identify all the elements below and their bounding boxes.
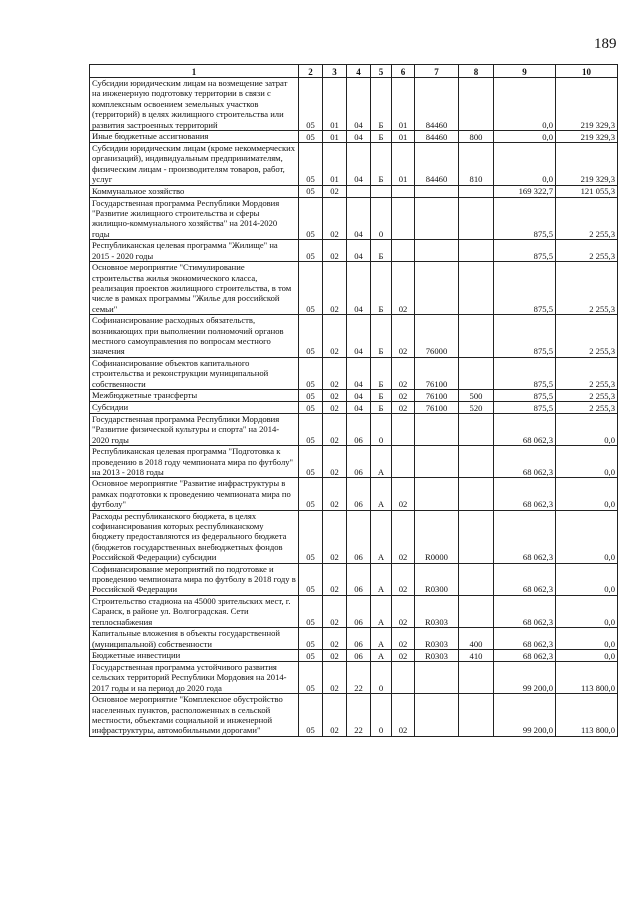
row-name-cell: Субсидии [90,401,299,413]
row-value-cell: 04 [347,131,371,143]
row-name-cell: Государственная программа Республики Мордовия "Развитие физической культуры и спорта" на 2014-2020 годы [90,413,299,445]
table-row [90,661,618,693]
table-row [90,478,618,510]
row-value-cell: 05 [299,661,323,693]
row-value-cell [459,446,494,478]
row-value-cell: 2 255,3 [556,401,618,413]
row-value-cell: 68 062,3 [494,595,556,627]
row-value-cell: R0303 [415,628,459,650]
row-value-cell: 02 [392,563,415,595]
table-row [90,413,618,445]
row-value-cell: 05 [299,595,323,627]
row-name-cell: Коммунальное хозяйство [90,185,299,197]
table-row [90,694,618,737]
row-value-cell [459,413,494,445]
row-value-cell [459,78,494,131]
table-row [90,628,618,650]
row-value-cell: 06 [347,595,371,627]
row-value-cell: 219 329,3 [556,143,618,186]
row-value-cell: Б [371,401,392,413]
row-value-cell: Б [371,131,392,143]
row-value-cell: 410 [459,649,494,661]
row-name-cell: Государственная программа Республики Мордовия "Развитие жилищного строительства и сферы жилищно-коммунального хозяйства" на 2014-2020 годы [90,197,299,240]
row-value-cell: 01 [323,78,347,131]
header-cell: 4 [347,65,371,78]
table-row [90,315,618,358]
row-value-cell: 06 [347,563,371,595]
row-name-cell: Субсидии юридическим лицам (кроме некоммерческих организаций), индивидуальным предпринимателям, физическим лицам - производителям товаров, работ, услуг [90,143,299,186]
row-value-cell: 05 [299,510,323,563]
row-value-cell: 0,0 [556,563,618,595]
row-value-cell: 04 [347,197,371,240]
row-value-cell: 04 [347,315,371,358]
row-value-cell: А [371,595,392,627]
row-value-cell: 02 [392,357,415,389]
row-value-cell: 02 [323,197,347,240]
row-value-cell: R0300 [415,563,459,595]
row-value-cell: 05 [299,694,323,737]
row-value-cell: 02 [323,478,347,510]
row-value-cell [415,478,459,510]
row-value-cell [415,185,459,197]
row-value-cell: 2 255,3 [556,240,618,262]
table-row [90,357,618,389]
row-value-cell: 68 062,3 [494,478,556,510]
row-value-cell: 06 [347,510,371,563]
row-value-cell: 113 800,0 [556,661,618,693]
row-value-cell: 02 [392,389,415,401]
row-value-cell: 0,0 [556,413,618,445]
row-value-cell: 02 [323,357,347,389]
row-value-cell: 219 329,3 [556,131,618,143]
row-value-cell: 05 [299,628,323,650]
header-cell: 1 [90,65,299,78]
row-value-cell: 2 255,3 [556,197,618,240]
row-value-cell: 05 [299,357,323,389]
header-cell: 3 [323,65,347,78]
table-row [90,185,618,197]
row-value-cell: 0 [371,413,392,445]
row-value-cell: 06 [347,413,371,445]
row-name-cell: Основное мероприятие "Стимулирование строительства жилья экономического класса, реализация проектов жилищного строительства, в том числе в рамках программы "Жилье для российской семьи" [90,262,299,315]
row-value-cell: 121 055,3 [556,185,618,197]
row-value-cell: 875,5 [494,262,556,315]
row-value-cell [347,185,371,197]
row-value-cell: 113 800,0 [556,694,618,737]
row-value-cell [459,315,494,358]
row-name-cell: Основное мероприятие "Комплексное обустройство населенных пунктов, расположенных в сельской местности, объектами социальной и инженерной инфраструктуры, автомобильными дорогами" [90,694,299,737]
page-number: 189 [594,36,617,52]
row-value-cell: 68 062,3 [494,649,556,661]
row-value-cell: 05 [299,78,323,131]
row-value-cell: 400 [459,628,494,650]
row-value-cell: 02 [392,401,415,413]
row-value-cell [392,661,415,693]
row-value-cell: 99 200,0 [494,661,556,693]
row-value-cell [392,446,415,478]
row-value-cell: 01 [392,78,415,131]
row-value-cell [459,240,494,262]
row-value-cell [459,510,494,563]
row-value-cell: 520 [459,401,494,413]
row-value-cell: 02 [392,478,415,510]
row-name-cell: Софинансирование мероприятий по подготовке и проведению чемпионата мира по футболу в 2018 году в Российской Федерации [90,563,299,595]
row-value-cell [415,661,459,693]
row-value-cell: 01 [323,143,347,186]
row-value-cell: 0,0 [556,628,618,650]
row-value-cell: 02 [392,510,415,563]
row-value-cell: 84460 [415,131,459,143]
row-value-cell [415,262,459,315]
row-value-cell: 02 [392,694,415,737]
row-value-cell: 02 [392,649,415,661]
row-value-cell: 02 [323,446,347,478]
row-name-cell: Республиканская целевая программа "Жилище" на 2015 - 2020 годы [90,240,299,262]
row-value-cell: 0,0 [556,446,618,478]
row-name-cell: Иные бюджетные ассигнования [90,131,299,143]
row-value-cell: 68 062,3 [494,563,556,595]
row-value-cell: 05 [299,131,323,143]
row-value-cell: 76100 [415,401,459,413]
row-value-cell: 68 062,3 [494,510,556,563]
row-value-cell: 02 [323,661,347,693]
row-value-cell: Б [371,143,392,186]
table-row [90,401,618,413]
header-cell: 8 [459,65,494,78]
row-value-cell: 0,0 [556,595,618,627]
row-value-cell: 84460 [415,78,459,131]
row-value-cell: 22 [347,661,371,693]
row-value-cell: 06 [347,478,371,510]
row-value-cell: R0303 [415,649,459,661]
row-value-cell: 05 [299,240,323,262]
table-row [90,240,618,262]
row-name-cell: Строительство стадиона на 45000 зрительских мест, г. Саранск, в районе ул. Волгоградская. Сети теплоснабжения [90,595,299,627]
row-value-cell: 0 [371,661,392,693]
row-value-cell: 02 [392,262,415,315]
row-value-cell: 02 [392,315,415,358]
row-value-cell: 800 [459,131,494,143]
row-value-cell: 05 [299,649,323,661]
row-value-cell: 2 255,3 [556,315,618,358]
row-value-cell [459,478,494,510]
row-value-cell: 05 [299,262,323,315]
table-row [90,446,618,478]
row-value-cell: 2 255,3 [556,262,618,315]
row-value-cell: 68 062,3 [494,413,556,445]
row-name-cell: Субсидии юридическим лицам на возмещение затрат на инженерную подготовку территории в связи с комплексным освоением земельных участков (территорий) в целях жилищного строительства или развития застроенных территорий [90,78,299,131]
row-value-cell: R0303 [415,595,459,627]
row-value-cell: 02 [323,262,347,315]
row-value-cell: 02 [323,389,347,401]
row-value-cell: 02 [323,628,347,650]
row-value-cell [459,694,494,737]
table-header-row [90,65,618,78]
row-name-cell: Капитальные вложения в объекты государственной (муниципальной) собственности [90,628,299,650]
row-value-cell: Б [371,262,392,315]
row-value-cell [459,262,494,315]
row-name-cell: Бюджетные инвестиции [90,649,299,661]
row-value-cell: 01 [323,131,347,143]
row-value-cell: 500 [459,389,494,401]
row-value-cell: 02 [323,510,347,563]
row-value-cell: 0,0 [494,143,556,186]
row-value-cell: А [371,478,392,510]
row-value-cell [392,197,415,240]
row-value-cell: 06 [347,446,371,478]
row-value-cell: 05 [299,185,323,197]
table-row [90,389,618,401]
row-value-cell: 04 [347,262,371,315]
table-row [90,262,618,315]
row-value-cell [371,185,392,197]
row-value-cell: 04 [347,401,371,413]
row-value-cell: 02 [323,694,347,737]
row-value-cell: 04 [347,389,371,401]
row-value-cell: А [371,649,392,661]
row-value-cell: 06 [347,628,371,650]
row-value-cell: 05 [299,401,323,413]
header-cell: 2 [299,65,323,78]
row-value-cell [415,413,459,445]
table-row [90,510,618,563]
row-value-cell: 04 [347,357,371,389]
row-value-cell: 04 [347,143,371,186]
row-value-cell: 875,5 [494,401,556,413]
row-value-cell: 05 [299,446,323,478]
row-value-cell [459,357,494,389]
table-row [90,197,618,240]
row-value-cell [392,185,415,197]
row-name-cell: Государственная программа устойчивого развития сельских территорий Республики Мордовия на 2014-2017 годы и на период до 2020 года [90,661,299,693]
row-value-cell: 875,5 [494,197,556,240]
row-value-cell: 04 [347,78,371,131]
header-cell: 6 [392,65,415,78]
row-value-cell: А [371,446,392,478]
row-value-cell: 68 062,3 [494,628,556,650]
row-value-cell: 810 [459,143,494,186]
table-row [90,143,618,186]
row-value-cell: 875,5 [494,357,556,389]
row-name-cell: Софинансирование объектов капитального строительства и реконструкции муниципальной собственности [90,357,299,389]
row-value-cell: 2 255,3 [556,389,618,401]
header-cell: 7 [415,65,459,78]
row-value-cell: 05 [299,413,323,445]
row-value-cell [415,240,459,262]
row-value-cell: 0,0 [494,78,556,131]
row-value-cell: 0 [371,197,392,240]
header-cell: 10 [556,65,618,78]
table-row [90,131,618,143]
row-value-cell: 875,5 [494,240,556,262]
row-value-cell: 06 [347,649,371,661]
row-value-cell: 05 [299,143,323,186]
row-value-cell: А [371,563,392,595]
row-name-cell: Софинансирование расходных обязательств, возникающих при выполнении полномочий органов местного самоуправления по вопросам местного значения [90,315,299,358]
row-value-cell: 68 062,3 [494,446,556,478]
row-value-cell [459,661,494,693]
row-value-cell: 05 [299,478,323,510]
row-value-cell: 0,0 [556,478,618,510]
row-value-cell: 02 [323,563,347,595]
row-value-cell: 05 [299,197,323,240]
row-value-cell [415,197,459,240]
row-value-cell: 76100 [415,389,459,401]
row-value-cell: 02 [323,413,347,445]
row-name-cell: Основное мероприятие "Развитие инфраструктуры в рамках подготовки к проведению чемпионата мира по футболу" [90,478,299,510]
row-value-cell: Б [371,357,392,389]
row-value-cell [415,446,459,478]
table-row [90,78,618,131]
row-value-cell: Б [371,240,392,262]
row-value-cell: Б [371,78,392,131]
row-value-cell: 05 [299,563,323,595]
table-body [90,78,618,737]
row-value-cell: 0,0 [494,131,556,143]
row-value-cell [459,563,494,595]
row-value-cell [392,413,415,445]
row-value-cell [392,240,415,262]
row-value-cell: 99 200,0 [494,694,556,737]
row-value-cell: 02 [323,401,347,413]
row-value-cell: 0,0 [556,510,618,563]
header-cell: 9 [494,65,556,78]
row-value-cell: 76000 [415,315,459,358]
row-value-cell: 22 [347,694,371,737]
row-value-cell: А [371,628,392,650]
table-row [90,649,618,661]
row-value-cell: 2 255,3 [556,357,618,389]
row-name-cell: Межбюджетные трансферты [90,389,299,401]
row-value-cell [459,595,494,627]
row-value-cell: 0 [371,694,392,737]
row-value-cell: 02 [392,628,415,650]
row-value-cell: 219 329,3 [556,78,618,131]
row-value-cell: 76100 [415,357,459,389]
row-value-cell [459,185,494,197]
row-value-cell: 02 [323,595,347,627]
row-value-cell: 05 [299,389,323,401]
row-value-cell: 875,5 [494,315,556,358]
row-value-cell: 02 [323,240,347,262]
table-row [90,595,618,627]
row-value-cell: 02 [392,595,415,627]
row-value-cell: А [371,510,392,563]
row-value-cell: 02 [323,649,347,661]
row-value-cell: R0000 [415,510,459,563]
row-value-cell: 01 [392,143,415,186]
row-value-cell: Б [371,389,392,401]
row-value-cell: 02 [323,315,347,358]
row-name-cell: Расходы республиканского бюджета, в целях софинансирования которых республиканскому бюджету предоставляются из федерального бюджета (бюджетов государственных внебюджетных фондов Российской Федерации) субсидии [90,510,299,563]
row-value-cell [415,694,459,737]
budget-table [89,64,618,737]
row-value-cell: 05 [299,315,323,358]
row-name-cell: Республиканская целевая программа "Подготовка к проведению в 2018 году чемпионата мира по футболу" на 2013 - 2018 годы [90,446,299,478]
row-value-cell: Б [371,315,392,358]
row-value-cell [459,197,494,240]
header-cell: 5 [371,65,392,78]
row-value-cell: 875,5 [494,389,556,401]
row-value-cell: 01 [392,131,415,143]
row-value-cell: 169 322,7 [494,185,556,197]
row-value-cell: 04 [347,240,371,262]
table-row [90,563,618,595]
row-value-cell: 84460 [415,143,459,186]
row-value-cell: 0,0 [556,649,618,661]
row-value-cell: 02 [323,185,347,197]
